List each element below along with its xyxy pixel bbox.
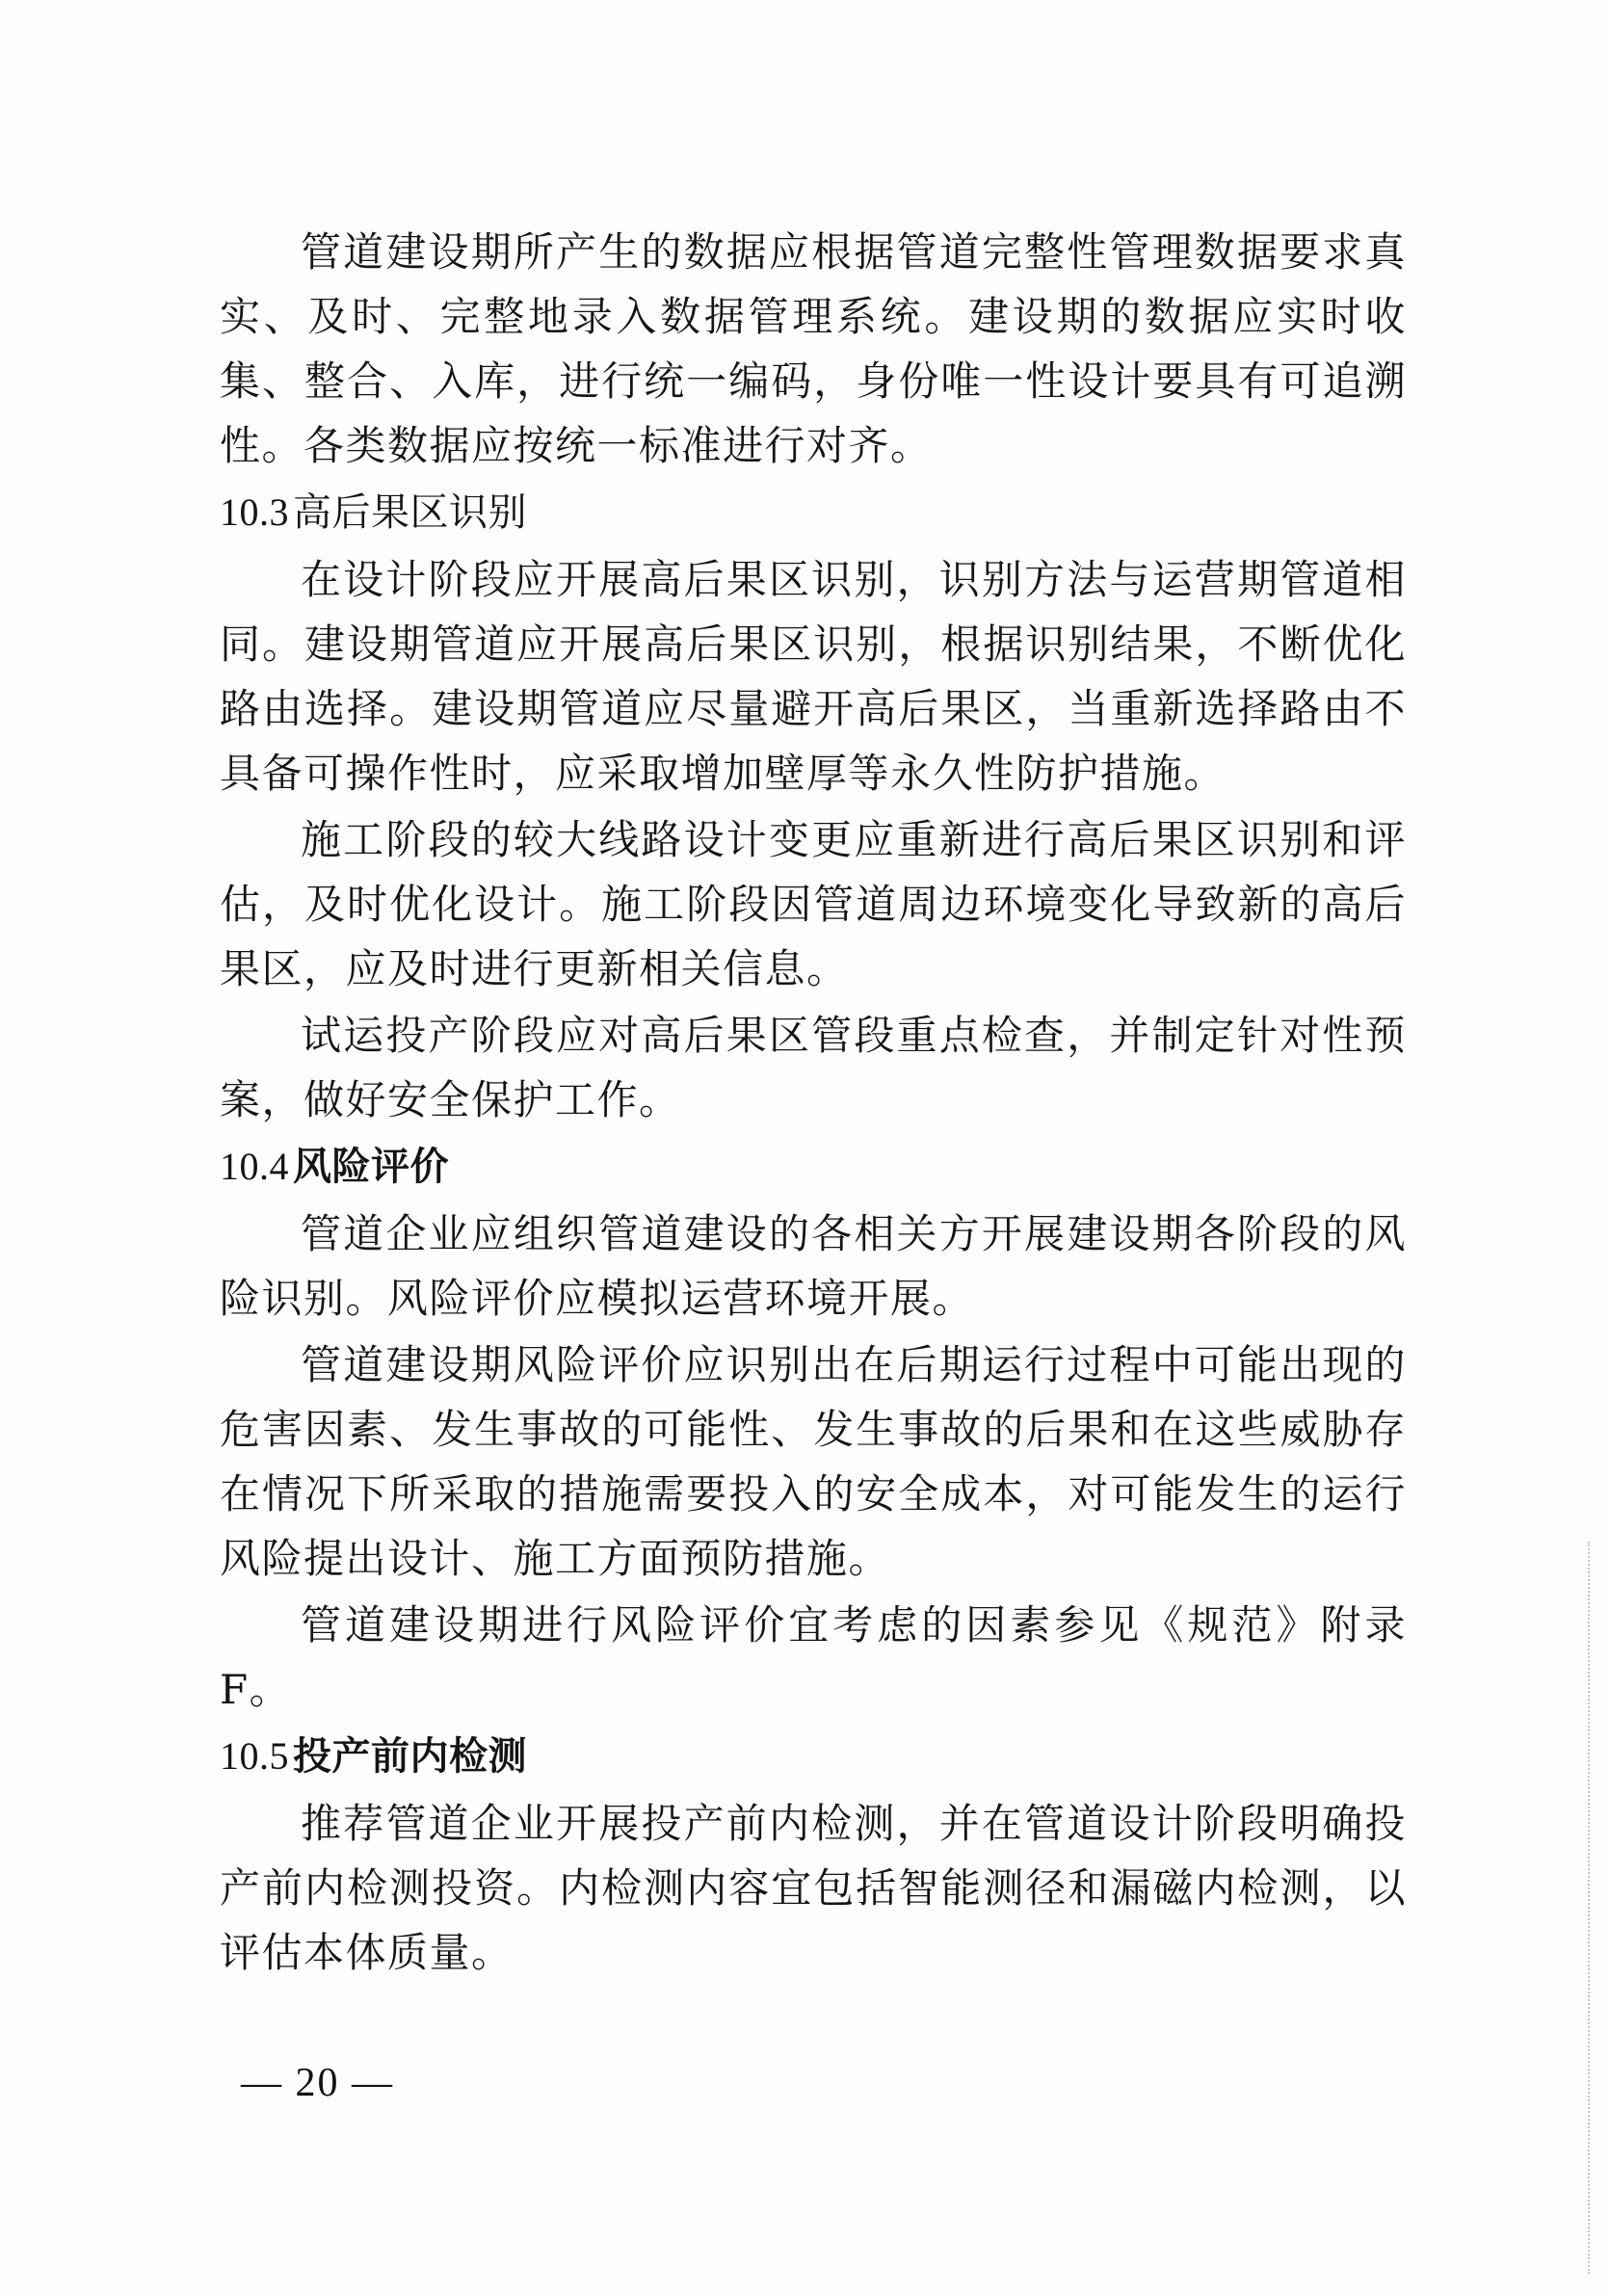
paragraph: 试运投产阶段应对高后果区管段重点检查，并制定针对性预案，做好安全保护工作。 (220, 1012, 1407, 1123)
paragraph: 施工阶段的较大线路设计变更应重新进行高后果区识别和评估，及时优化设计。施工阶段因管道周边环境变化导致新的高后果区，应及时进行更新相关信息。 (220, 816, 1407, 992)
paragraph: 管道建设期风险评价应识别出在后期运行过程中可能出现的危害因素、发生事故的可能性、发生事故的后果和在这些威胁存在情况下所采取的措施需要投入的安全成本，对可能发生的运行风险提出设计、施工方面预防措施。 (220, 1341, 1407, 1582)
paragraph-data-entry: 管道建设期所产生的数据应根据管道完整性管理数据要求真实、及时、完整地录入数据管理系统。建设期的数据应实时收集、整合、入库，进行统一编码，身份唯一性设计要具有可追溯性。各类数据应按统一标准进行对齐。 (220, 228, 1407, 469)
section-heading-10-4 (220, 1134, 1407, 1200)
scan-binding-edge (1587, 1542, 1590, 2274)
paragraph: 管道企业应组织管道建设的各相关方开展建设期各阶段的风险识别。风险评价应模拟运营环境开展。 (220, 1210, 1407, 1322)
section-title: 风险评价 (293, 1145, 449, 1189)
section-heading-10-5 (220, 1724, 1407, 1789)
section-number: 10.4 (220, 1145, 289, 1188)
section-title: 投产前内检测 (293, 1734, 527, 1779)
section-title: 高后果区识别 (293, 490, 527, 535)
section-heading-10-3 (220, 480, 1407, 545)
paragraph: 管道建设期进行风险评价宜考虑的因素参见《规范》附录F。 (220, 1601, 1407, 1713)
page-number: — 20 — (241, 2061, 394, 2105)
paragraph: 在设计阶段应开展高后果区识别，识别方法与运营期管道相同。建设期管道应开展高后果区识别，根据识别结果，不断优化路由选择。建设期管道应尽量避开高后果区，当重新选择路由不具备可操作性时，应采取增加壁厚等永久性防护措施。 (220, 556, 1407, 797)
section-number: 10.5 (220, 1734, 289, 1778)
paragraph: 推荐管道企业开展投产前内检测，并在管道设计阶段明确投产前内检测投资。内检测内容宜包括智能测径和漏磁内检测，以评估本体质量。 (220, 1800, 1407, 1976)
section-number: 10.3 (220, 490, 289, 534)
page-content (220, 220, 1407, 1987)
